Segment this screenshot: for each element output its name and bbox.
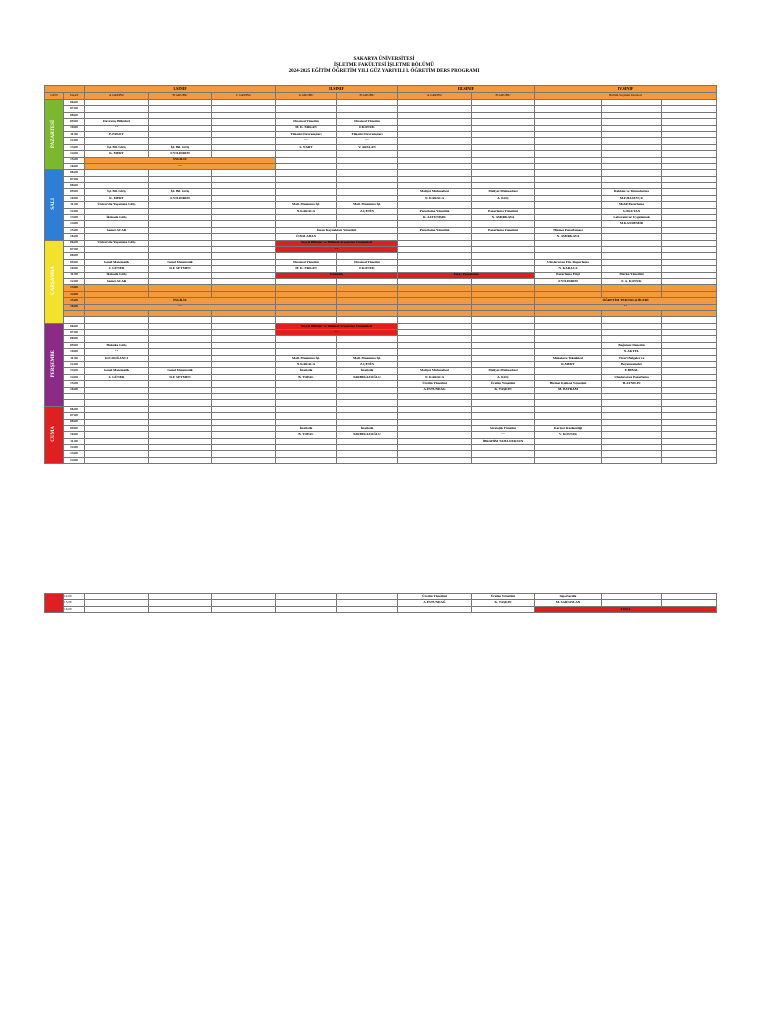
group-header: A GRUBU [276,93,337,100]
course-cell[interactable]: E.ERSOY [85,131,149,137]
course-cell[interactable]: Tüketici Davranışları [337,131,398,137]
course-cell[interactable]: Z.ÇETİN [337,362,398,368]
time-cell: 15.00 [64,227,85,233]
time-cell: 16.00 [64,163,85,169]
course-cell[interactable]: Sosyal Bilimler ve Bilimsel Araştırma Yöntemleri [276,323,398,329]
course-cell[interactable]: İktisada Giriş [85,272,149,278]
course-cell[interactable]: İnsan Kaynakları Yönetimi [276,227,398,233]
time-cell: 14.00 [64,221,85,227]
group-header: A GRUBU [85,93,149,100]
course-cell[interactable]: F.KONUK [337,125,398,131]
day-label: SALI [45,170,64,240]
time-cell: 09.00 [64,259,85,265]
time-cell: 16.00 [64,304,85,310]
course-cell[interactable]: KIRBIKAZOĞLU [337,432,398,438]
time-cell: 07.00 [64,413,85,419]
course-cell[interactable]: İşl. Bil. Giriş [149,144,212,150]
continuation-table [44,593,717,613]
course-cell[interactable]: A.ESTUNDAĞ [398,387,472,393]
time-cell: 12.00 [64,208,85,214]
course-cell[interactable]: Mali. Muamma İşl. [337,355,398,361]
course-cell[interactable]: Üniversite Yaşamına Giriş [85,202,149,208]
time-cell: 15.00 [64,600,85,606]
course-cell[interactable]: B. TOPAL [276,374,337,380]
course-cell[interactable]: "" [337,138,398,144]
time-cell: 13.00 [64,451,85,457]
course-cell[interactable]: "" [276,246,398,252]
time-cell: 12.00 [64,362,85,368]
time-cell: 13.00 [64,368,85,374]
time-cell: 13.00 [64,285,85,291]
course-cell[interactable]: R. ALTUNIŞIK [398,215,472,221]
class-4-header: IV.SINIF [535,86,717,93]
course-cell[interactable]: Davranış Bilimleri [85,119,149,125]
time-cell: 15.00 [64,381,85,387]
course-cell[interactable]: Genel Matematik [149,259,212,265]
course-cell[interactable]: M.F.HASEYÇU [602,195,662,201]
time-cell: 14.00 [64,291,85,297]
time-cell: 06.00 [64,323,85,329]
course-cell[interactable]: N. AMIRKAYA [472,215,535,221]
time-cell: 12.00 [64,138,85,144]
time-cell: 13.00 [64,215,85,221]
group-header: B GRUBU [337,93,398,100]
time-cell: 09.00 [64,425,85,431]
time-cell: 06.00 [64,406,85,412]
course-cell[interactable]: Pazarlama Yönetimi [472,227,535,233]
class-3-header: III.SINIF [398,86,535,93]
time-cell: 07.00 [64,106,85,112]
time-cell: 11.00 [64,202,85,208]
course-cell[interactable]: F.YILDIRIM [149,151,212,157]
time-cell: 16.00 [64,387,85,393]
course-cell[interactable]: K.MERT [535,362,602,368]
course-cell[interactable]: "" [85,163,276,169]
course-cell[interactable]: Reklam ve Tutundurma [602,189,662,195]
schedule-table [44,85,717,464]
time-cell: 11.00 [64,131,85,137]
course-cell[interactable]: İstatistik [276,425,337,431]
course-cell[interactable]: Mali. Muamma İşl. [276,355,337,361]
course-cell[interactable]: N. KARACA [398,195,472,201]
course-cell[interactable]: Hizmet Pazarlaması [535,227,602,233]
program-title: 2024-2025 EĞİTİM ÖĞRETİM YILI GÜZ YARIYILI I. ÖĞRETİM DERS PROGRAMI [288,69,480,74]
course-cell[interactable]: Sigortacılık [535,594,602,600]
course-cell[interactable]: Mali. Muamma İşl. [337,202,398,208]
course-cell[interactable]: Üretim Yönetimi [472,594,535,600]
elective-header: Bölüm Seçmeli Dersleri [535,93,717,100]
time-cell: 14.00 [64,374,85,380]
course-cell[interactable]: F.KONUK [337,266,398,272]
faculty-title: İŞLETME FAKÜLTESİ İŞLETME BÖLÜMÜ [334,63,434,68]
course-cell[interactable]: A.ESTUNDAĞ [398,600,472,606]
course-cell[interactable]: M.KANDEMİR [602,221,662,227]
course-cell[interactable]: D.F. SEYMEN [149,374,212,380]
course-cell[interactable]: F. A. KONUK [602,278,662,284]
course-cell[interactable]: "" [85,304,276,310]
course-cell[interactable]: F.YILDIRIM [535,278,602,284]
course-cell[interactable]: H.AYNILIN [602,381,662,387]
course-cell[interactable]: Pazarlama Yönetimi [398,208,472,214]
time-cell: 15.00 [64,157,85,163]
course-cell[interactable]: N.KARACA [276,362,337,368]
course-cell[interactable]: M. BAYRAM [535,387,602,393]
course-cell[interactable]: Maliyet Muhasebesi [472,368,535,374]
course-cell[interactable]: KIRBIKAZOĞLU [337,374,398,380]
university-title: SAKARYA ÜNİVERSİTESİ [353,57,415,62]
time-cell: 08.00 [64,336,85,342]
course-cell[interactable]: Ticari Belgeler ve [602,355,662,361]
time-cell: 08.00 [64,253,85,259]
course-cell[interactable]: "" [472,432,535,438]
course-cell[interactable]: Finansal Yönetim [337,119,398,125]
course-cell[interactable]: Genel Matematik [85,259,149,265]
course-cell[interactable]: K. MERT [85,151,149,157]
course-cell[interactable]: F.YILDIRIM [149,195,212,201]
time-cell: 14.00 [64,457,85,463]
day-color-strip [45,594,64,613]
time-cell: 10.00 [64,432,85,438]
course-cell[interactable]: Üretim Yönetimi [472,381,535,387]
time-cell: 11.00 [64,355,85,361]
course-cell[interactable]: Üniversite Yaşamına Giriş [85,240,149,246]
day-label: ÇARŞAMBA [45,240,64,323]
time-cell: 09.00 [64,189,85,195]
course-cell[interactable]: Marka Yönetimi [602,272,662,278]
class-2-header: II.SINIF [276,86,398,93]
course-cell[interactable]: "" [85,349,149,355]
course-cell[interactable]: Maliyet Muhasebesi [398,189,472,195]
course-cell[interactable]: N. KARACA [535,266,602,272]
time-cell: 10.00 [64,125,85,131]
group-header: B GRUBU [149,93,212,100]
course-cell[interactable]: "" [535,304,717,310]
time-cell: 06.00 [64,100,85,106]
course-cell[interactable]: Kariyer Rasikozliği [535,425,602,431]
course-cell[interactable]: S. NART [276,144,337,150]
course-cell[interactable]: V. KOSTAK [535,432,602,438]
course-cell[interactable]: Genel Matematik [149,368,212,374]
time-cell: 16.00 [64,234,85,240]
course-cell[interactable]: Hizmet Kalitesi Yönetimi [535,381,602,387]
day-label: PAZARTESİ [45,100,64,170]
course-cell[interactable]: Maliyet Muhasebesi [472,189,535,195]
time-cell: 07.00 [64,246,85,252]
course-cell[interactable]: "" [276,330,398,336]
course-cell[interactable]: Pazarlama Yönetimi [398,227,472,233]
header-row-groups [45,93,717,100]
course-cell[interactable]: Maliyet Muhasebesi [398,368,472,374]
time-cell: 07.00 [64,330,85,336]
course-cell[interactable]: V. ARSLAN [337,144,398,150]
course-cell[interactable]: N. KARACA [398,374,472,380]
group-header: A GRUBU [398,93,472,100]
course-cell[interactable]: Finansal Yönetim [276,119,337,125]
time-cell: 12.00 [64,278,85,284]
course-cell[interactable]: Finansal Yönetim [337,259,398,265]
course-cell[interactable]: Uluslararası Pazarlama [602,374,662,380]
day-label: CUMA [45,406,64,464]
course-cell[interactable]: Sosyal Bilimler ve Bilimsel Araştırma Yöntemleri [276,240,398,246]
course-cell[interactable]: D.E.DOĞANCI [85,355,149,361]
course-cell[interactable]: Müzakere Teknikleri [535,355,602,361]
course-cell[interactable]: Tüketici Davranışları [276,131,337,137]
course-cell[interactable]: Mali. Muamma İşl. [276,202,337,208]
time-cell: 14.00 [64,151,85,157]
course-cell[interactable]: Samet ACAR [85,227,149,233]
course-cell[interactable]: Yatay Pazarlama [398,272,535,278]
time-cell: 09.00 [64,119,85,125]
course-cell[interactable]: İstatistik [276,272,398,278]
course-cell[interactable]: Üretim Yönetimi [398,381,472,387]
time-cell: 06.00 [64,240,85,246]
course-cell[interactable]: ÖĞRETİM TEKNOLOJİLERİ [535,298,717,304]
course-cell[interactable]: N. AMIRKAYA [535,234,602,240]
time-cell: 10.00 [64,195,85,201]
course-cell[interactable]: E.BIBAL [602,368,662,374]
time-cell: 10.00 [64,266,85,272]
time-header: SAAT [64,93,85,100]
course-cell[interactable]: "" [276,138,337,144]
time-cell: 10.00 [64,349,85,355]
time-cell: 11.00 [64,438,85,444]
course-cell[interactable]: B. TOPAL [276,432,337,438]
time-cell: 11.00 [64,272,85,278]
course-cell[interactable]: İşl. Bil. Giriş [85,189,149,195]
course-cell[interactable]: K. TAŞKIN [472,387,535,393]
time-cell: 06.00 [64,170,85,176]
course-cell[interactable]: Pazarlama Yönetimi [472,208,535,214]
course-cell[interactable]: M. K. ERKAN [276,125,337,131]
time-cell: 08.00 [64,112,85,118]
course-cell[interactable]: Üretim Yönetimi [398,594,472,600]
course-cell[interactable]: Hukuka Giriş [85,342,149,348]
course-cell[interactable]: İstatistik [337,425,398,431]
course-cell[interactable]: N.AKTEL [602,349,662,355]
course-cell[interactable]: "" [85,125,149,131]
course-cell[interactable]: Pazarlama Etiği [535,272,602,278]
course-cell[interactable]: YOGA [535,606,717,612]
course-cell[interactable]: M. SARIASLAN [535,600,602,606]
course-cell[interactable]: İNGİLİZ [85,157,276,163]
course-cell[interactable]: İBRAHİM TAHA DURSUN [472,438,535,444]
day-header: GÜN [45,93,64,100]
course-cell[interactable]: D.F. SEYMEN [149,266,212,272]
course-cell[interactable]: N.KARACA [276,208,337,214]
course-cell[interactable]: İstatistik [337,368,398,374]
class-1-header: 1.SINIF [85,86,276,93]
time-cell: 14.00 [64,594,85,600]
time-cell: 13.00 [64,144,85,150]
course-cell[interactable]: Bağımsız Denetim [602,342,662,348]
course-cell[interactable]: Stratejik Yönetim [472,425,535,431]
course-cell[interactable]: Beyannameler [602,362,662,368]
time-cell: 08.00 [64,419,85,425]
course-cell[interactable]: S. GÜNER [85,266,149,272]
course-cell[interactable]: K. TAŞKIN [472,600,535,606]
course-cell[interactable]: Finansal Yönetim [276,259,337,265]
course-cell[interactable]: İNGİLİZ [85,298,276,304]
course-cell[interactable]: S.OKUTAN [602,208,662,214]
header-row-classes [45,86,717,93]
course-cell[interactable]: Ö.BALABAN [276,234,337,240]
course-cell[interactable]: Genel Matematik [85,368,149,374]
time-cell: 15.00 [64,298,85,304]
course-cell[interactable]: Mobil Pazarlama [602,202,662,208]
course-cell[interactable]: M. K. ERKAN [276,266,337,272]
course-cell[interactable]: S. GÜNER [85,374,149,380]
group-header: C GRUBU [212,93,276,100]
course-cell[interactable]: A. KOÇ [472,374,535,380]
course-cell[interactable]: Laboratuvar Uygulamalı [602,215,662,221]
course-cell[interactable]: A. KOÇ [472,195,535,201]
course-cell[interactable]: İktisada Giriş [85,215,149,221]
time-cell: 08.00 [64,183,85,189]
course-cell[interactable]: K. MERT [85,195,149,201]
time-cell: 07.00 [64,176,85,182]
group-header: B GRUBU [472,93,535,100]
course-cell[interactable]: İşl. Bil. Giriş [149,189,212,195]
time-cell: 09.00 [64,342,85,348]
course-cell[interactable]: İstatistik [276,368,337,374]
course-cell[interactable]: Z.ÇETİN [337,208,398,214]
time-cell: 16.00 [64,606,85,612]
time-cell: 12.00 [64,445,85,451]
course-cell[interactable]: Uluslararası Fin. Raporlama [535,259,602,265]
course-cell[interactable]: Samet ACAR [85,278,149,284]
day-label: PERŞEMBE [45,323,64,406]
course-cell[interactable]: İşl. Bil. Giriş [85,144,149,150]
